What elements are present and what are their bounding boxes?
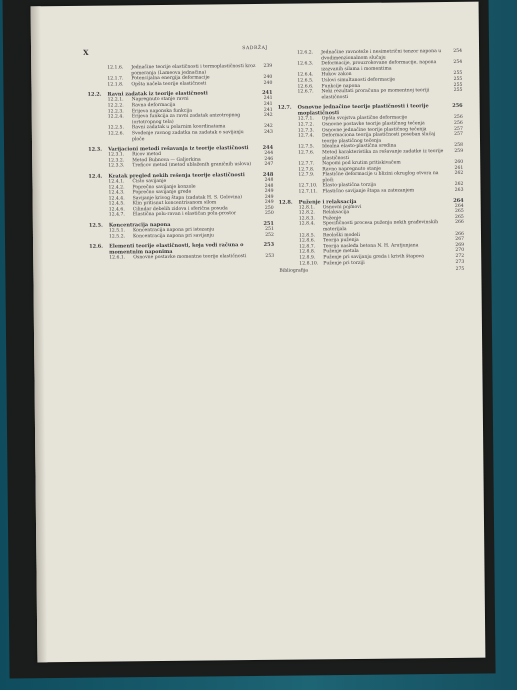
toc-entry-page: 251 — [265, 226, 274, 232]
toc-entry-title: Ravni zadatak u polarnim koordinatama — [131, 124, 226, 131]
toc-entry-title: Osnovne jednačine teorije plastičnosti i teorije moplastičnosti — [297, 103, 429, 117]
book-page — [31, 2, 486, 663]
toc-entry-page: 261 — [454, 165, 464, 171]
toc-entry-page: 269 — [455, 242, 465, 248]
toc-entry-number: 12.8.4. — [298, 221, 315, 228]
toc-entry-number: 12.2.4. — [107, 114, 124, 120]
toc-entry-title: Napregnuto stanje ravni — [131, 97, 189, 103]
toc-entry-title: Elastična polu-ravan i elastičan polu-prostor — [132, 211, 237, 218]
toc-entry-number: 12.4.6. — [108, 207, 125, 213]
toc-entry-page: 259 — [454, 148, 464, 154]
toc-entry-number: 12.4.2. — [108, 184, 125, 191]
toc-entry-number: 12.3. — [88, 146, 103, 153]
toc-entry-title: Kratak pregled nekih rešenja teorije elastičnosti — [108, 172, 245, 180]
toc-entry-title: Reološki modeli — [322, 232, 360, 238]
toc-entry-page: 243 — [264, 129, 273, 135]
toc-entry-number: 12.3.3. — [108, 163, 125, 169]
toc-entry-page: 262 — [454, 182, 464, 188]
toc-entry-page: 255 — [453, 71, 463, 77]
toc-entry-title: Ravni zadatak iz teorije elastičnosti — [107, 90, 208, 98]
toc-entry-title: Puženje — [322, 215, 342, 222]
toc-entry-number: 12.8.1. — [298, 205, 315, 211]
toc-entry-page: 241 — [263, 101, 273, 107]
toc-entry-title: Relaksacija — [322, 210, 350, 216]
toc-entry-number: 12.3.1. — [108, 152, 125, 158]
toc-entry-title: Erijeva naponska funkcija — [131, 108, 192, 114]
toc-entry-page: 256 — [454, 120, 463, 126]
toc-entry-title: Napomi pod krutim pritiskivačem — [322, 160, 401, 167]
toc-entry-number: 12.4.3. — [108, 190, 125, 196]
toc-entry-number: 12.8.3. — [298, 216, 315, 222]
toc-entry — [277, 88, 462, 101]
toc-entry-number: 12.6.5. — [297, 78, 314, 84]
toc-entry-title: Varijacioni metodi rešavanja iz teorije elastičnosti — [108, 145, 249, 153]
toc-entry-number: 12.8.6. — [299, 238, 316, 244]
toc-entry — [89, 254, 274, 262]
toc-entry-page: 260 — [454, 159, 464, 166]
toc-entry-title: Puženje pri savijanju greda i krivih štapova — [323, 254, 425, 261]
toc-entry-title: Puženje i relaksacija — [298, 198, 357, 206]
toc-entry-title: Specifičnosti procesa puženja nekih građevinskih materijala — [322, 220, 439, 233]
toc-entry-page: 263 — [454, 187, 464, 193]
toc-entry-page: 254 — [453, 60, 463, 66]
toc-entry-title: Jednačine teorije elastičnosti i termoplastičnosti kroz pomeranja (Lameova jednačina) — [131, 64, 256, 76]
toc-entry — [87, 81, 272, 89]
toc-entry-page: 272 — [455, 253, 465, 259]
toc-entry-page: 256 — [453, 115, 463, 121]
toc-entry-title: Opšta načela teorije elastičnosti — [131, 81, 207, 88]
toc-entry-title: Koncentracija napona pri savijanju — [132, 233, 215, 239]
toc-entry-page: 257 — [454, 131, 463, 138]
toc-entry — [89, 232, 274, 240]
toc-entry-title: Plastično savijanje štapa sa zatezanjem — [322, 188, 415, 195]
toc-entry-title: Jednačine ravnoteže i nesimetrični tenzor napona u dvodimenzionalnom slučaju — [321, 49, 442, 61]
toc-entry-page: 254 — [453, 48, 463, 54]
toc-entry-number: 12.6.7. — [297, 89, 314, 95]
toc-bibliography — [279, 267, 464, 275]
toc-entry-number: 12.8. — [278, 199, 293, 206]
toc-entry-page: 242 — [263, 112, 273, 119]
toc-entry-page: 240 — [263, 75, 273, 81]
toc-entry-number: 12.1.7. — [107, 76, 124, 82]
toc-entry-title: Teorija nasleđa betona N. H. Arutjunjana — [323, 243, 419, 250]
toc-entry-number: 12.6.6. — [297, 83, 314, 90]
toc-entry-title: Metod karakteristika za rešavanje zadatke iz teorije plastičnosti — [322, 148, 444, 161]
toc-entry-number: 12.6.1. — [109, 255, 126, 261]
toc-entry-page: 273 — [455, 259, 465, 265]
toc-entry-page: 249 — [264, 200, 274, 206]
toc-entry-number: 12.4.5. — [108, 201, 125, 207]
toc-entry-page: 267 — [455, 237, 465, 243]
toc-entry-number: 12.2. — [87, 92, 102, 99]
toc-entry-title: Ricov metod — [132, 152, 162, 158]
toc-entry-page: 251 — [263, 220, 274, 227]
toc-entry-page: 257 — [454, 126, 463, 132]
toc-entry-title: Teorija puženja — [323, 238, 359, 244]
toc-entry-page: 258 — [454, 143, 464, 149]
page-number: X — [83, 47, 89, 57]
toc-entry-number: 12.7.2. — [297, 122, 314, 128]
toc-entry-title: Deformaciona teorija plastičnosti poseban slučaj teorije plastičnog tečenja — [321, 132, 436, 145]
toc-entry — [279, 188, 464, 196]
toc-entry-title: Plastične deformacije u blizini okruglog otvora na ploči — [322, 171, 439, 184]
toc-entry-number: 12.8.10. — [299, 260, 319, 267]
toc-entry-title: Elasto-plastična torzija — [322, 183, 377, 189]
toc-entry-page: 241 — [263, 107, 273, 113]
toc-entry-page: 241 — [263, 96, 273, 102]
toc-entry-title: Bibliografija — [279, 268, 308, 274]
toc-entry-page: 266 — [455, 220, 464, 226]
toc-entry-title: Osnovne postavke teorije plastičnog tečenja — [321, 121, 425, 128]
toc-entry-page: 270 — [455, 248, 465, 254]
toc-entry-number: 12.6.3. — [297, 61, 314, 67]
toc-entry-number: 12.8.8. — [299, 249, 316, 255]
toc-entry-number: 12.2.6. — [107, 131, 125, 137]
toc-entry-page: 264 — [454, 203, 464, 209]
toc-entry-page: 244 — [262, 144, 274, 152]
toc-entry-title: Funkcije napona — [321, 83, 361, 89]
toc-entry-page: 262 — [454, 171, 464, 177]
toc-entry-number: 12.2.3. — [107, 108, 124, 115]
toc-entry-page: 253 — [263, 242, 275, 249]
toc-entry-page: 266 — [455, 231, 465, 237]
toc-entry-number: 12.8.5. — [298, 233, 316, 239]
toc-entry-page: 244 — [264, 150, 274, 157]
toc-entry-page: 248 — [264, 177, 274, 183]
toc-entry-page: 248 — [262, 171, 274, 178]
toc-entry-title: Opšta svojstva plastične deformacije — [321, 115, 408, 122]
toc-entry-title: Puženje pri torziji — [323, 260, 365, 266]
toc-entry-number: 12.1.6. — [107, 65, 124, 71]
toc-entry-number: 12.6. — [89, 243, 104, 251]
toc-entry-number: 12.4. — [88, 173, 103, 180]
toc-entry — [89, 211, 274, 219]
toc-entry-number: 12.7. — [277, 104, 292, 112]
toc-entry-number: 12.1.8. — [107, 82, 124, 88]
toc-entry-title: Potencijalna energija deformacije — [131, 75, 210, 82]
toc-entry-title: Čisto savijanje — [132, 178, 167, 185]
toc-entry — [88, 130, 273, 143]
toc-entry-page: 241 — [262, 90, 273, 97]
toc-entry-page: 265 — [454, 209, 464, 215]
toc-entry-page: 256 — [452, 103, 463, 110]
toc-entry-number: 12.6.4. — [297, 72, 314, 78]
toc-entry-number: 12.4.7. — [108, 212, 125, 219]
toc-entry-title: Uslovi simultanosti deformacije — [321, 77, 396, 84]
toc-entry-number: 12.4.1. — [108, 179, 125, 185]
toc-entry-page: 275 — [455, 267, 465, 273]
toc-entry-number: 12.7.11. — [298, 189, 318, 195]
toc-entry-number: 12.7.5. — [298, 144, 315, 150]
toc-entry-title: Treficov metod (metod ublaženih graničnih uslova) — [132, 162, 252, 169]
toc-entry-title: Cilindar debelih zidova i sferična posuda — [132, 206, 228, 213]
toc-entry-number: 12.7.8. — [298, 167, 315, 173]
toc-entry-number: 12.5.1. — [108, 228, 126, 234]
running-title: SADRŽAJ — [242, 45, 268, 52]
toc-entry-title: Klin pritisnut koncentrisanom silom — [132, 200, 217, 207]
toc-entry — [88, 162, 273, 170]
toc-entry-number: 12.8.2. — [298, 210, 315, 216]
toc-entry-title: Ravna deformacija — [131, 102, 176, 109]
toc-entry-number: 12.7.3. — [297, 127, 314, 134]
toc-entry-page: 248 — [264, 183, 274, 189]
toc-entry-title: Osnovne postavke momentne teorije elastičnosti — [133, 254, 247, 261]
toc-entry-number: 12.7.6. — [298, 150, 315, 156]
toc-entry-page: 250 — [264, 205, 274, 211]
toc-entry-title: Neki rezultati proračuna po momentnoj teoriji elastičnosti — [321, 88, 430, 101]
toc-entry-number: 12.7.1. — [297, 116, 314, 122]
toc-entry-number: 12.7.4. — [297, 133, 315, 139]
toc-entry-number: 12.7.9. — [298, 172, 315, 178]
toc-entry-page: 249 — [264, 188, 274, 195]
toc-entry-title: Osnovni pojmovi — [322, 204, 362, 210]
toc-left-column — [87, 64, 274, 262]
toc-entry-title: Koncentracija napona pri istezanju — [132, 227, 215, 234]
toc-entry-number: 12.5.2. — [108, 234, 126, 240]
toc-entry-title: Erijeva funkcija za ravni zadatak anizotropnog (ortotropnog tela) — [131, 113, 241, 126]
toc-entry-title: Hukov zakon — [321, 72, 352, 78]
toc-entry-title: Ravno napregnuto stanje — [322, 166, 381, 173]
toc-entry-number: 12.2.1. — [107, 97, 124, 103]
toc-entry-page: 247 — [264, 162, 274, 168]
toc-entry-page: 265 — [455, 214, 464, 220]
toc-entry-page: 242 — [264, 124, 273, 130]
toc-entry-title: Koncentracija napona — [108, 221, 171, 229]
toc-entry-title: Elementi teorije elastičnosti, koja vodi računa o momentnim naponima — [109, 242, 244, 256]
toc-entry-page: 255 — [453, 76, 463, 82]
toc-entry-number: 12.7.7. — [298, 161, 315, 167]
toc-entry-page: 255 — [453, 82, 463, 88]
toc-entry-number: 12.5. — [88, 222, 103, 229]
toc-entry-number: 12.8.7. — [299, 244, 316, 250]
toc-entry-page: 246 — [264, 156, 274, 162]
toc-entry-title: Metod Bubnova — Galjorkina — [132, 157, 201, 164]
toc-entry-number: 12.4.4. — [108, 196, 125, 202]
toc-entry-page: 252 — [265, 232, 275, 238]
toc-entry-page: 239 — [263, 63, 273, 69]
toc-entry-title: Poprečno savijanje konzole — [132, 184, 196, 190]
toc-entry-title: Puženje metala — [323, 249, 359, 255]
toc-entry-page: 249 — [264, 194, 274, 200]
toc-entry-number: 12.2.2. — [107, 103, 124, 109]
toc-entry-title: Poprečno savijanje grede — [132, 189, 192, 196]
toc-entry — [279, 259, 464, 267]
toc-entry-page: 255 — [453, 88, 463, 94]
toc-entry-page: 250 — [264, 211, 274, 217]
toc-entry-number: 12.8.9. — [299, 255, 316, 261]
toc-entry-number: 12.2.5. — [107, 125, 124, 131]
toc-entry-title: Svođenje ravnog zadatka na zadatak o savijanju ploče — [131, 130, 244, 142]
toc-entry-page: 264 — [453, 197, 464, 204]
toc-entry-page: 240 — [263, 80, 273, 86]
toc-entry-number: 12.6.2. — [297, 50, 314, 56]
toc-entry-title: Idealna elasto-plastična sredina — [322, 143, 397, 150]
toc-right-column — [277, 49, 464, 275]
toc-entry-number: 12.3.2. — [108, 158, 125, 164]
toc-entry-title: Osnovne jednačine teorije plastičnog tečenja — [321, 126, 427, 133]
toc-entry-page: 253 — [265, 254, 275, 260]
toc-entry-title: Deformacije, prouzrokovane deformacije, napona izazvanih silama i momentima — [321, 60, 437, 73]
toc-entry-number: 12.7.10. — [298, 183, 318, 190]
toc-entry-title: Savijanje krivog štapa (zadatak H. S. Golovina) — [132, 194, 243, 201]
